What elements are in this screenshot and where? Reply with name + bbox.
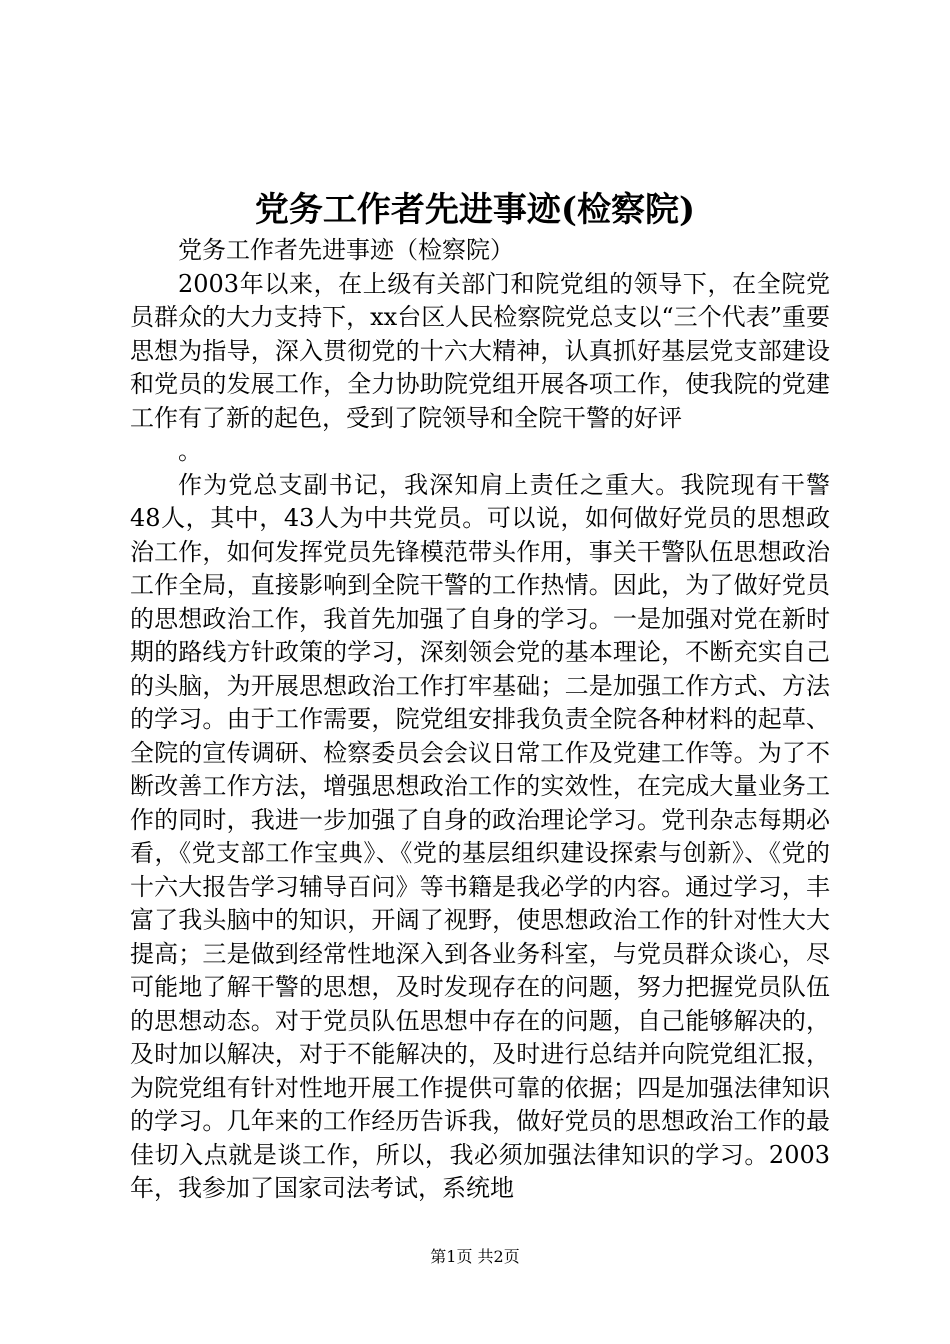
document-subtitle: 党务工作者先进事迹（检察院）: [178, 236, 514, 264]
paragraph-2: 作为党总支副书记，我深知肩上责任之重大。我院现有干警48人，其中，43人为中共党员。可以说，如何做好党员的思想政治工作，如何发挥党员先锋模范带头作用，事关干警队伍思想政治工作全局，直接影响到全院干警的工作热情。因此，为了做好党员的思想政治工作，我首先加强了自身的学习。一是加强对党在新时期的路线方针政策的学习，深刻领会党的基本理论，不断充实自己的头脑，为开展思想政治工作打牢基础；二是加强工作方式、方法的学习。由于工作需要，院党组安排我负责全院各种材料的起草、全院的宣传调研、检察委员会会议日常工作及党建工作等。为了不断改善工作方法，增强思想政治工作的实效性，在完成大量业务工作的同时，我进一步加强了自身的政治理论学习。党刊杂志每期必看，《党支部工作宝典》、《党的基层组织建设探索与创新》、《党的十六大报告学习辅导百问》等书籍是我必学的内容。通过学习，丰富了我头脑中的知识，开阔了视野，使思想政治工作的针对性大大提高；三是做到经常性地深入到各业务科室，与党员群众谈心，尽可能地了解干警的思想，及时发现存在的问题，努力把握党员队伍的思想动态。对于党员队伍思想中存在的问题，自己能够解决的，及时加以解决，对于不能解决的，及时进行总结并向院党组汇报，为院党组有针对性地开展工作提供可靠的依据；四是加强法律知识的学习。几年来的工作经历告诉我，做好党员的思想政治工作的最佳切入点就是谈工作，所以，我必须加强法律知识的学习。2003年，我参加了国家司法考试，系统地: [130, 470, 830, 1202]
document-body: [130, 234, 830, 1206]
paragraph-1-end-mark: 。: [178, 437, 202, 465]
page-footer: 第1页 共2页: [430, 1247, 520, 1266]
document-title: 党务工作者先进事迹(检察院): [254, 190, 696, 230]
paragraph-1: 2003年以来，在上级有关部门和院党组的领导下，在全院党员群众的大力支持下，xx台区人民检察院党总支以“三个代表”重要思想为指导，深入贯彻党的十六大精神，认真抓好基层党支部建设和党员的发展工作，全力协助院党组开展各项工作，使我院的党建工作有了新的起色，受到了院领导和全院干警的好评: [130, 269, 830, 432]
